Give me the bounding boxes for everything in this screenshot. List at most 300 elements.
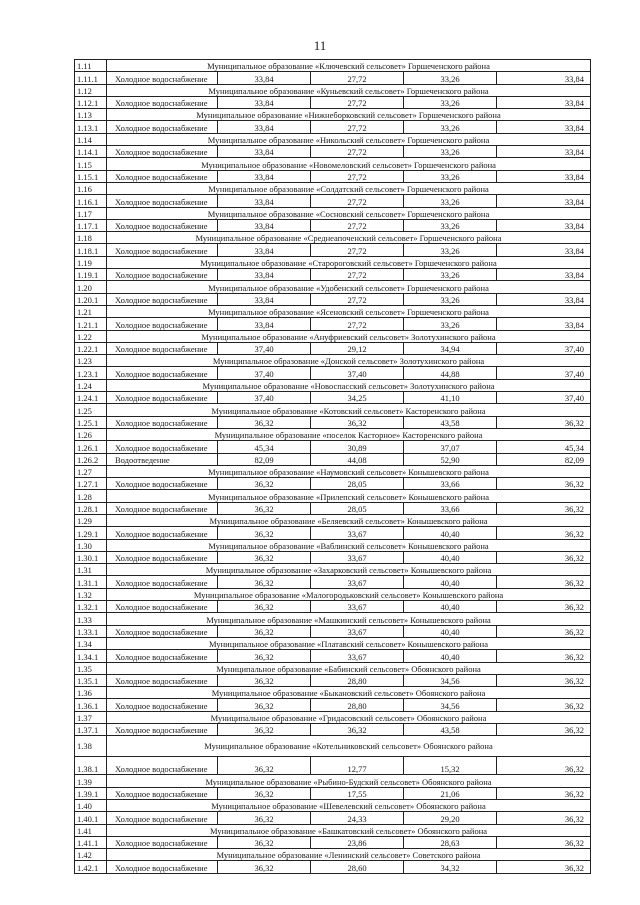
row-number: 1.23.1	[75, 367, 107, 379]
municipality-row	[75, 514, 591, 526]
tariff-value-3: 33,66	[404, 502, 497, 514]
tariff-value-3: 43,58	[404, 724, 497, 736]
service-name: Холодное водоснабжение	[107, 121, 218, 133]
tariff-value-4: 36,32	[497, 674, 591, 686]
tariff-value-3: 33,66	[404, 478, 497, 490]
service-row	[75, 170, 591, 182]
service-row	[75, 416, 591, 428]
municipality-title: Муниципальное образование «Ваблинский сельсовет» Конышевского района	[107, 539, 591, 551]
tariff-value-4: 82,09	[497, 453, 591, 465]
service-row	[75, 146, 591, 158]
tariff-value-3: 28,63	[404, 836, 497, 848]
row-number: 1.38	[75, 736, 107, 757]
tariff-value-3: 33,26	[404, 121, 497, 133]
tariff-value-3: 33,26	[404, 96, 497, 108]
row-number: 1.16.1	[75, 195, 107, 207]
service-row	[75, 527, 591, 539]
service-name: Холодное водоснабжение	[107, 392, 218, 404]
row-number: 1.26	[75, 428, 107, 440]
service-row	[75, 625, 591, 637]
tariff-value-4: 36,32	[497, 478, 591, 490]
tariff-value-1: 36,32	[218, 757, 311, 775]
row-number: 1.42	[75, 849, 107, 861]
municipality-title: Муниципальное образование «Гридасовский сельсовет» Обоянского района	[107, 711, 591, 723]
municipality-title: Муниципальное образование «Среднеапоченский сельсовет» Горшеченского района	[107, 232, 591, 244]
municipality-row	[75, 256, 591, 268]
row-number: 1.30.1	[75, 551, 107, 563]
tariff-value-3: 40,40	[404, 551, 497, 563]
tariff-value-2: 12,77	[311, 757, 404, 775]
tariff-value-2: 27,72	[311, 146, 404, 158]
municipality-row	[75, 588, 591, 600]
municipality-title: Муниципальное образование «Никольский сельсовет» Горшеченского района	[107, 133, 591, 145]
service-row	[75, 72, 591, 84]
municipality-row	[75, 736, 591, 757]
tariff-value-4: 36,32	[497, 601, 591, 613]
tariff-value-3: 33,26	[404, 195, 497, 207]
tariff-value-3: 34,94	[404, 342, 497, 354]
row-number: 1.27.1	[75, 478, 107, 490]
service-name: Холодное водоснабжение	[107, 601, 218, 613]
tariff-value-3: 33,26	[404, 244, 497, 256]
tariff-value-1: 33,84	[218, 293, 311, 305]
tariff-value-3: 40,40	[404, 527, 497, 539]
municipality-title: Муниципальное образование «Ленинский сельсовет» Советского района	[107, 849, 591, 861]
row-number: 1.36	[75, 687, 107, 699]
service-name: Холодное водоснабжение	[107, 699, 218, 711]
service-row	[75, 244, 591, 256]
service-name: Холодное водоснабжение	[107, 551, 218, 563]
service-row	[75, 121, 591, 133]
municipality-title: Муниципальное образование «Прилепский сельсовет» Конышевского района	[107, 490, 591, 502]
municipality-title: Муниципальное образование «Котовский сельсовет» Касторенского района	[107, 404, 591, 416]
row-number: 1.28	[75, 490, 107, 502]
service-name: Холодное водоснабжение	[107, 244, 218, 256]
municipality-row	[75, 109, 591, 121]
tariff-value-1: 36,32	[218, 576, 311, 588]
tariff-value-3: 37,07	[404, 441, 497, 453]
tariff-value-3: 40,40	[404, 625, 497, 637]
tariff-value-4: 33,84	[497, 146, 591, 158]
municipality-title: Муниципальное образование «Новоспасский сельсовет» Золотухинского района	[107, 379, 591, 391]
service-row	[75, 96, 591, 108]
tariff-value-2: 36,32	[311, 724, 404, 736]
row-number: 1.38.1	[75, 757, 107, 775]
service-name: Холодное водоснабжение	[107, 170, 218, 182]
service-row	[75, 836, 591, 848]
municipality-title: Муниципальное образование «Платавский сельсовет» Конышевского района	[107, 637, 591, 649]
tariff-table	[74, 59, 591, 874]
row-number: 1.15.1	[75, 170, 107, 182]
row-number: 1.20	[75, 281, 107, 293]
tariff-value-4: 37,40	[497, 342, 591, 354]
row-number: 1.37.1	[75, 724, 107, 736]
tariff-value-2: 29,12	[311, 342, 404, 354]
tariff-value-4: 37,40	[497, 367, 591, 379]
municipality-row	[75, 84, 591, 96]
tariff-value-4: 36,32	[497, 861, 591, 873]
municipality-row	[75, 330, 591, 342]
tariff-value-2: 28,80	[311, 674, 404, 686]
tariff-value-1: 33,84	[218, 170, 311, 182]
row-number: 1.35.1	[75, 674, 107, 686]
tariff-value-1: 33,84	[218, 269, 311, 281]
municipality-title: Муниципальное образование «Шевелевский сельсовет» Обоянского района	[107, 799, 591, 811]
service-name: Холодное водоснабжение	[107, 674, 218, 686]
row-number: 1.42.1	[75, 861, 107, 873]
municipality-title: Муниципальное образование «Быкановский сельсовет» Обоянского района	[107, 687, 591, 699]
row-number: 1.41.1	[75, 836, 107, 848]
municipality-row	[75, 711, 591, 723]
tariff-value-3: 33,26	[404, 269, 497, 281]
service-name: Холодное водоснабжение	[107, 367, 218, 379]
tariff-value-4: 45,34	[497, 441, 591, 453]
row-number: 1.35	[75, 662, 107, 674]
service-row	[75, 699, 591, 711]
row-number: 1.12.1	[75, 96, 107, 108]
municipality-row	[75, 490, 591, 502]
service-row	[75, 650, 591, 662]
tariff-value-4: 36,32	[497, 502, 591, 514]
tariff-value-2: 27,72	[311, 318, 404, 330]
tariff-value-1: 33,84	[218, 244, 311, 256]
tariff-value-2: 17,55	[311, 787, 404, 799]
tariff-value-4: 36,32	[497, 836, 591, 848]
tariff-value-2: 33,67	[311, 527, 404, 539]
tariff-value-2: 27,72	[311, 293, 404, 305]
service-name: Холодное водоснабжение	[107, 861, 218, 873]
municipality-row	[75, 60, 591, 72]
municipality-title: Муниципальное образование «Захарковский сельсовет» Конышевского района	[107, 564, 591, 576]
row-number: 1.25	[75, 404, 107, 416]
tariff-value-4: 33,84	[497, 293, 591, 305]
tariff-value-4: 36,32	[497, 625, 591, 637]
tariff-value-4: 36,32	[497, 787, 591, 799]
service-row	[75, 724, 591, 736]
tariff-value-4: 33,84	[497, 96, 591, 108]
row-number: 1.13.1	[75, 121, 107, 133]
service-name: Холодное водоснабжение	[107, 757, 218, 775]
service-row	[75, 219, 591, 231]
service-row	[75, 392, 591, 404]
tariff-value-1: 36,32	[218, 787, 311, 799]
service-name: Холодное водоснабжение	[107, 812, 218, 824]
row-number: 1.29	[75, 514, 107, 526]
row-number: 1.19	[75, 256, 107, 268]
row-number: 1.14.1	[75, 146, 107, 158]
service-row	[75, 453, 591, 465]
tariff-value-3: 21,06	[404, 787, 497, 799]
service-row	[75, 367, 591, 379]
service-row	[75, 674, 591, 686]
tariff-value-1: 37,40	[218, 367, 311, 379]
tariff-value-1: 36,32	[218, 527, 311, 539]
tariff-value-3: 34,56	[404, 674, 497, 686]
row-number: 1.32.1	[75, 601, 107, 613]
tariff-value-1: 36,32	[218, 812, 311, 824]
row-number: 1.26.2	[75, 453, 107, 465]
tariff-value-4: 36,32	[497, 551, 591, 563]
service-name: Холодное водоснабжение	[107, 441, 218, 453]
service-name: Холодное водоснабжение	[107, 146, 218, 158]
municipality-title: Муниципальное образование «Наумовский сельсовет» Конышевского района	[107, 465, 591, 477]
service-name: Холодное водоснабжение	[107, 502, 218, 514]
row-number: 1.13	[75, 109, 107, 121]
tariff-value-4: 33,84	[497, 219, 591, 231]
tariff-table-body	[75, 60, 591, 874]
tariff-value-3: 15,32	[404, 757, 497, 775]
row-number: 1.34	[75, 637, 107, 649]
service-row	[75, 757, 591, 775]
municipality-title: Муниципальное образование «Сосновский сельсовет» Горшеченского района	[107, 207, 591, 219]
tariff-value-3: 44,88	[404, 367, 497, 379]
service-name: Холодное водоснабжение	[107, 416, 218, 428]
municipality-row	[75, 158, 591, 170]
tariff-value-3: 33,26	[404, 146, 497, 158]
tariff-value-1: 45,34	[218, 441, 311, 453]
tariff-value-4: 33,84	[497, 121, 591, 133]
municipality-row	[75, 355, 591, 367]
row-number: 1.31	[75, 564, 107, 576]
tariff-value-3: 33,26	[404, 170, 497, 182]
municipality-row	[75, 613, 591, 625]
row-number: 1.18	[75, 232, 107, 244]
service-name: Холодное водоснабжение	[107, 625, 218, 637]
service-name: Холодное водоснабжение	[107, 72, 218, 84]
row-number: 1.26.1	[75, 441, 107, 453]
municipality-title: Муниципальное образование «Котельниковский сельсовет» Обоянского района	[107, 736, 591, 757]
row-number: 1.17	[75, 207, 107, 219]
tariff-value-4: 33,84	[497, 269, 591, 281]
municipality-title: Муниципальное образование «Куньевский сельсовет» Горшеченского района	[107, 84, 591, 96]
row-number: 1.31.1	[75, 576, 107, 588]
tariff-value-2: 44,08	[311, 453, 404, 465]
tariff-value-1: 36,32	[218, 674, 311, 686]
tariff-value-1: 36,32	[218, 551, 311, 563]
tariff-value-1: 33,84	[218, 195, 311, 207]
tariff-value-2: 33,67	[311, 625, 404, 637]
row-number: 1.39.1	[75, 787, 107, 799]
tariff-value-1: 37,40	[218, 392, 311, 404]
service-name: Холодное водоснабжение	[107, 195, 218, 207]
service-row	[75, 601, 591, 613]
municipality-title: Муниципальное образование «Ануфриевский сельсовет» Золотухинского района	[107, 330, 591, 342]
tariff-value-1: 36,32	[218, 836, 311, 848]
service-row	[75, 441, 591, 453]
row-number: 1.32	[75, 588, 107, 600]
tariff-value-3: 33,26	[404, 219, 497, 231]
row-number: 1.25.1	[75, 416, 107, 428]
row-number: 1.18.1	[75, 244, 107, 256]
tariff-value-2: 27,72	[311, 244, 404, 256]
tariff-value-1: 36,32	[218, 724, 311, 736]
service-row	[75, 478, 591, 490]
municipality-row	[75, 687, 591, 699]
tariff-value-1: 36,32	[218, 478, 311, 490]
tariff-value-4: 33,84	[497, 244, 591, 256]
service-name: Водоотведение	[107, 453, 218, 465]
service-name: Холодное водоснабжение	[107, 836, 218, 848]
tariff-value-1: 33,84	[218, 318, 311, 330]
row-number: 1.33.1	[75, 625, 107, 637]
tariff-value-4: 36,32	[497, 724, 591, 736]
tariff-value-2: 34,25	[311, 392, 404, 404]
service-name: Холодное водоснабжение	[107, 269, 218, 281]
service-row	[75, 195, 591, 207]
tariff-value-2: 27,72	[311, 219, 404, 231]
row-number: 1.33	[75, 613, 107, 625]
service-name: Холодное водоснабжение	[107, 219, 218, 231]
row-number: 1.37	[75, 711, 107, 723]
municipality-title: Муниципальное образование «Солдатский сельсовет» Горшеченского района	[107, 182, 591, 194]
municipality-title: Муниципальное образование «Рыбино-Будский сельсовет» Обоянского района	[107, 775, 591, 787]
tariff-value-3: 33,26	[404, 318, 497, 330]
row-number: 1.19.1	[75, 269, 107, 281]
tariff-value-1: 36,32	[218, 502, 311, 514]
service-name: Холодное водоснабжение	[107, 724, 218, 736]
tariff-value-2: 28,05	[311, 478, 404, 490]
tariff-value-3: 40,40	[404, 650, 497, 662]
tariff-value-2: 33,67	[311, 601, 404, 613]
service-name: Холодное водоснабжение	[107, 650, 218, 662]
municipality-title: Муниципальное образование «Малогородьковский сельсовет» Конышевского района	[107, 588, 591, 600]
row-number: 1.28.1	[75, 502, 107, 514]
municipality-row	[75, 182, 591, 194]
municipality-row	[75, 799, 591, 811]
row-number: 1.23	[75, 355, 107, 367]
tariff-value-3: 43,58	[404, 416, 497, 428]
tariff-value-1: 36,32	[218, 861, 311, 873]
tariff-value-4: 36,32	[497, 416, 591, 428]
tariff-value-1: 36,32	[218, 601, 311, 613]
row-number: 1.11	[75, 60, 107, 72]
service-name: Холодное водоснабжение	[107, 527, 218, 539]
service-row	[75, 787, 591, 799]
row-number: 1.27	[75, 465, 107, 477]
municipality-row	[75, 428, 591, 440]
service-row	[75, 318, 591, 330]
municipality-title: Муниципальное образование «Старороговский сельсовет» Горшеченского района	[107, 256, 591, 268]
tariff-value-4: 33,84	[497, 72, 591, 84]
municipality-row	[75, 379, 591, 391]
tariff-value-3: 33,26	[404, 72, 497, 84]
tariff-value-2: 33,67	[311, 551, 404, 563]
tariff-value-1: 36,32	[218, 699, 311, 711]
row-number: 1.36.1	[75, 699, 107, 711]
row-number: 1.14	[75, 133, 107, 145]
municipality-row	[75, 133, 591, 145]
municipality-row	[75, 207, 591, 219]
service-name: Холодное водоснабжение	[107, 96, 218, 108]
tariff-value-2: 27,72	[311, 121, 404, 133]
municipality-row	[75, 564, 591, 576]
municipality-title: Муниципальное образование «Бабинский сельсовет» Обоянского района	[107, 662, 591, 674]
tariff-value-1: 33,84	[218, 219, 311, 231]
page-number: 11	[313, 38, 327, 53]
tariff-value-2: 36,32	[311, 416, 404, 428]
row-number: 1.34.1	[75, 650, 107, 662]
tariff-value-3: 40,40	[404, 576, 497, 588]
tariff-value-4: 36,32	[497, 650, 591, 662]
tariff-value-2: 33,67	[311, 650, 404, 662]
municipality-row	[75, 465, 591, 477]
service-row	[75, 502, 591, 514]
tariff-value-1: 82,09	[218, 453, 311, 465]
municipality-row	[75, 775, 591, 787]
municipality-title: Муниципальное образование «Машкинский сельсовет» Конышевского района	[107, 613, 591, 625]
row-number: 1.40	[75, 799, 107, 811]
service-row	[75, 293, 591, 305]
tariff-value-3: 29,20	[404, 812, 497, 824]
municipality-row	[75, 404, 591, 416]
service-row	[75, 576, 591, 588]
row-number: 1.40.1	[75, 812, 107, 824]
tariff-value-4: 33,84	[497, 170, 591, 182]
row-number: 1.16	[75, 182, 107, 194]
municipality-row	[75, 662, 591, 674]
tariff-value-4: 33,84	[497, 195, 591, 207]
municipality-title: Муниципальное образование «Беляевский сельсовет» Конышевского района	[107, 514, 591, 526]
row-number: 1.21.1	[75, 318, 107, 330]
tariff-value-2: 24,33	[311, 812, 404, 824]
service-row	[75, 812, 591, 824]
tariff-value-1: 36,32	[218, 416, 311, 428]
tariff-value-2: 30,89	[311, 441, 404, 453]
municipality-title: Муниципальное образование «Башкатовский сельсовет» Обоянского района	[107, 824, 591, 836]
service-name: Холодное водоснабжение	[107, 576, 218, 588]
tariff-value-1: 33,84	[218, 72, 311, 84]
tariff-value-4: 36,32	[497, 812, 591, 824]
service-name: Холодное водоснабжение	[107, 318, 218, 330]
tariff-value-3: 33,26	[404, 293, 497, 305]
row-number: 1.11.1	[75, 72, 107, 84]
municipality-title: Муниципальное образование «Ясеновский сельсовет» Горшеченского района	[107, 305, 591, 317]
tariff-value-1: 36,32	[218, 650, 311, 662]
row-number: 1.22.1	[75, 342, 107, 354]
row-number: 1.17.1	[75, 219, 107, 231]
tariff-value-1: 37,40	[218, 342, 311, 354]
municipality-row	[75, 539, 591, 551]
row-number: 1.15	[75, 158, 107, 170]
municipality-row	[75, 849, 591, 861]
municipality-row	[75, 824, 591, 836]
service-name: Холодное водоснабжение	[107, 342, 218, 354]
service-name: Холодное водоснабжение	[107, 478, 218, 490]
row-number: 1.24.1	[75, 392, 107, 404]
municipality-title: Муниципальное образование «поселок Касторное» Касторенского района	[107, 428, 591, 440]
tariff-value-1: 33,84	[218, 121, 311, 133]
municipality-title: Муниципальное образование «Ключевский сельсовет» Горшеченского района	[107, 60, 591, 72]
tariff-value-1: 33,84	[218, 96, 311, 108]
service-row	[75, 551, 591, 563]
row-number: 1.30	[75, 539, 107, 551]
tariff-value-2: 27,72	[311, 96, 404, 108]
tariff-value-3: 52,90	[404, 453, 497, 465]
service-row	[75, 861, 591, 873]
tariff-value-4: 33,84	[497, 318, 591, 330]
tariff-value-3: 40,40	[404, 601, 497, 613]
tariff-value-1: 33,84	[218, 146, 311, 158]
tariff-value-4: 36,32	[497, 576, 591, 588]
tariff-value-4: 36,32	[497, 527, 591, 539]
tariff-value-4: 36,32	[497, 699, 591, 711]
tariff-value-3: 41,10	[404, 392, 497, 404]
row-number: 1.29.1	[75, 527, 107, 539]
service-name: Холодное водоснабжение	[107, 787, 218, 799]
row-number: 1.21	[75, 305, 107, 317]
tariff-value-2: 27,72	[311, 72, 404, 84]
municipality-row	[75, 281, 591, 293]
